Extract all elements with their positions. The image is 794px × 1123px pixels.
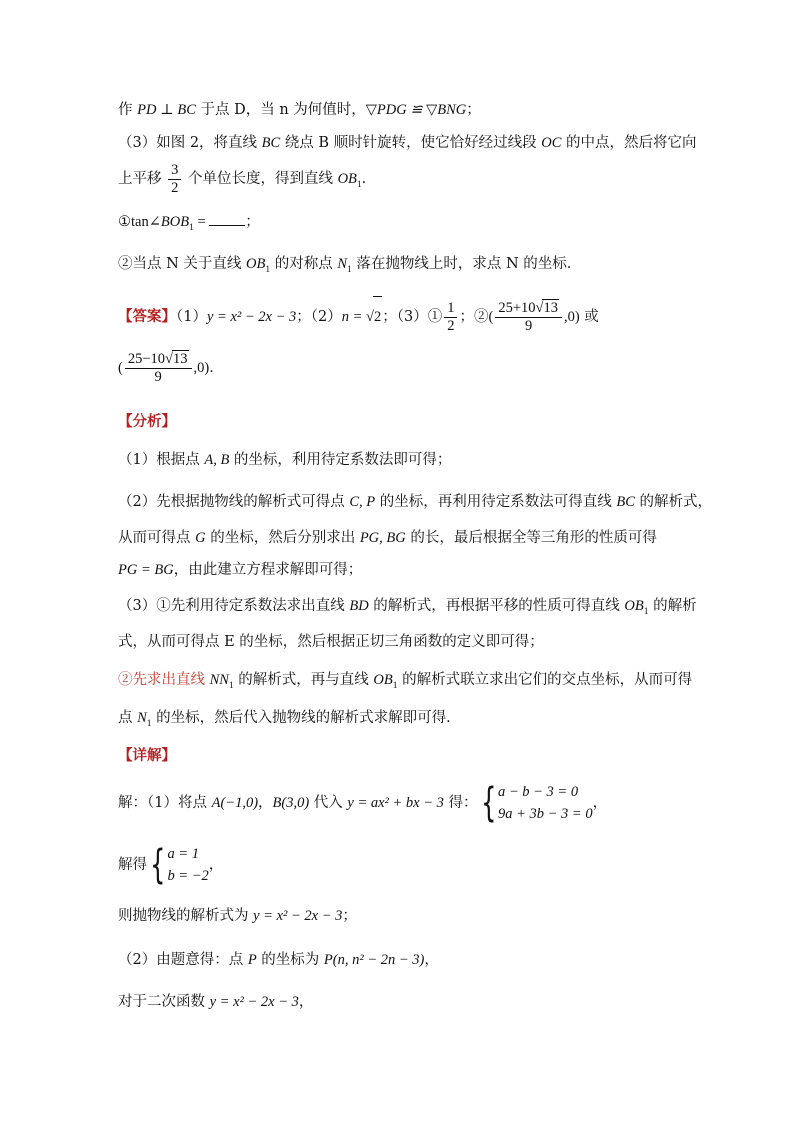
numerator: 3 — [168, 162, 181, 180]
text: 的解析式， — [634, 494, 712, 510]
text: 的中点，然后将它向 — [561, 135, 697, 151]
text: 解：（1）将点 — [118, 795, 212, 811]
solution-b: b = −2 — [167, 868, 209, 884]
numerator: 1 — [444, 300, 457, 318]
numerator: 25−10 — [127, 351, 166, 367]
text: 得： — [443, 795, 478, 811]
analysis-label: 【分析】 — [118, 413, 176, 430]
answer-blank — [209, 213, 245, 226]
subscript: 1 — [228, 680, 234, 691]
analysis-line-2 — [118, 492, 712, 512]
text: 从而可得点 — [118, 530, 196, 546]
text: 的解析 — [648, 598, 697, 614]
text: . — [361, 171, 367, 187]
answer-2: n = — [341, 309, 367, 325]
text: 对于二次函数 — [118, 994, 210, 1010]
answer-label: 【答案】 — [118, 308, 176, 325]
subscript: 1 — [356, 179, 362, 190]
text: 作 — [118, 102, 138, 118]
problem-line-5 — [118, 254, 581, 280]
detail-line-5 — [118, 992, 313, 1012]
text: ； — [466, 102, 481, 118]
text: （1） — [176, 309, 207, 325]
text: 则抛物线的解析式为 — [118, 908, 254, 924]
text: 的解析式，再根据平移的性质可得直线 — [368, 598, 625, 614]
text: ， — [592, 795, 608, 811]
math-bc: BC — [616, 494, 635, 510]
detail-line-3 — [118, 906, 357, 926]
subscript: 1 — [347, 264, 352, 275]
math-pg-eq-bg: PG = BG — [118, 562, 174, 578]
text: 于点 D，当 n 为何值时， — [195, 102, 366, 118]
text: 绕点 B 顺时针旋转，使它恰好经过线段 — [280, 135, 542, 151]
analysis-line-6 — [118, 632, 544, 652]
text: ， — [298, 994, 314, 1010]
text: ①tan∠ — [118, 214, 161, 230]
analysis-line-5 — [118, 596, 697, 622]
math-ob: OB — [337, 171, 357, 187]
math-bc: BC — [261, 135, 281, 151]
detail-line-1 — [118, 780, 607, 826]
text: （1）根据点 — [118, 452, 205, 468]
math-cp: C, P — [349, 494, 376, 510]
math-bc: BC — [177, 102, 196, 118]
text: 的坐标，然后分别求出 — [205, 530, 360, 546]
text: 式，从而可得点 E 的坐标，然后根据正切三角函数的定义即可得； — [118, 634, 544, 650]
text: （3）如图 2，将直线 — [118, 135, 262, 151]
answer-1: y = x² − 2x − 3 — [206, 309, 297, 325]
point-b: B(3,0) — [272, 795, 310, 811]
text: ，由此建立方程求解即可得； — [173, 562, 363, 578]
text: 的对称点 — [270, 256, 338, 272]
parabola-equation: y = x² − 2x − 3 — [209, 994, 299, 1010]
math-pg-bg: PG, BG — [359, 530, 406, 546]
text: 上平移 — [118, 171, 167, 187]
coordinate-fraction-1: $\frac{25+10√13}{9}$ — [495, 299, 562, 335]
analysis-line-1 — [118, 450, 451, 470]
math-pd: PD — [137, 102, 157, 118]
subscript: 1 — [189, 222, 194, 233]
text: ,0) — [563, 309, 580, 325]
parabola-equation: y = x² − 2x − 3 — [253, 908, 343, 924]
problem-line-1 — [118, 100, 481, 120]
system-eq-1: a − b − 3 = 0 — [497, 784, 579, 800]
solution-system — [167, 843, 208, 887]
fraction-1-2 — [444, 300, 457, 335]
denominator: 2 — [171, 179, 179, 196]
text: 的坐标为 — [256, 952, 324, 968]
text: （2）先根据抛物线的解析式可得点 — [118, 494, 350, 510]
math-n: N — [337, 256, 347, 272]
sqrt-13: 13 — [173, 351, 188, 367]
text: ；（3）① — [382, 309, 443, 325]
text: 的坐标，利用待定系数法即可得； — [229, 452, 452, 468]
text: 的坐标，然后代入抛物线的解析式求解即可得． — [151, 710, 461, 726]
analysis-line-3 — [118, 528, 657, 548]
equation-system — [498, 781, 593, 825]
detail-line-4 — [118, 950, 439, 970]
problem-line-3 — [118, 160, 366, 204]
text: 落在抛物线上时，求点 N 的坐标． — [351, 256, 582, 272]
perp-symbol: ⊥ — [156, 102, 178, 118]
analysis-line-7 — [118, 670, 692, 696]
text: ；（2） — [296, 309, 342, 325]
point-p-coords: P(n, n² − 2n − 3) — [323, 952, 425, 968]
text: 的解析式，再与直线 — [233, 672, 374, 688]
problem-part-3-line — [118, 133, 697, 153]
analysis-line-4 — [118, 560, 362, 580]
problem-line-4 — [118, 212, 260, 238]
denominator: 2 — [447, 317, 455, 334]
analysis-line-8 — [118, 708, 461, 734]
math-bob: BOB — [160, 214, 190, 230]
denominator: 9 — [154, 369, 162, 385]
text: 的解析式联立求出它们的交点坐标，从而可得 — [397, 672, 693, 688]
sqrt-2: 2 — [373, 296, 382, 337]
math-congruence: ▽PDG ≌ ▽BNG — [365, 102, 467, 118]
subscript: 1 — [392, 680, 398, 691]
text: ②先求出直线 — [118, 672, 210, 688]
text: ②当点 N 关于直线 — [118, 256, 247, 272]
point-a: A(−1,0) — [211, 795, 259, 811]
text: ， — [424, 952, 439, 968]
math-n: N — [137, 710, 147, 726]
parabola-equation: y = ax² + bx − 3 — [347, 795, 444, 811]
text: （3）①先利用待定系数法求出直线 — [118, 598, 350, 614]
system-eq-2: 9a + 3b − 3 = 0 — [497, 806, 593, 822]
text: 解得 — [118, 857, 147, 873]
brace: { — [150, 842, 166, 888]
text: 代入 — [309, 795, 348, 811]
fraction-3-2 — [168, 162, 181, 197]
text: （2）由题意得：点 — [118, 952, 248, 968]
text: ． — [209, 360, 224, 376]
coordinate-fraction-2: $\frac{25-10√13}{9}$ — [125, 350, 192, 386]
denominator: 9 — [525, 318, 533, 334]
text: ,0) — [193, 360, 210, 376]
subscript: 1 — [265, 264, 271, 275]
text: ；② — [459, 309, 489, 325]
text: 或 — [579, 309, 599, 325]
solution-a: a = 1 — [167, 846, 199, 862]
math-p: P — [247, 952, 257, 968]
text: 的坐标，再利用待定系数法可得直线 — [375, 494, 617, 510]
sqrt-13: 13 — [543, 300, 558, 316]
detail-line-2 — [118, 842, 223, 888]
text: = — [193, 214, 210, 230]
answer-line: 【答案】（1）y = x² − 2x − 3；（2）n = √2；（3）① $\frac{1}{2}$ ；②( $\frac{25+10√13}{9}$ ,0) 或 — [118, 296, 599, 337]
text: 的长，最后根据全等三角形的性质可得 — [405, 530, 657, 546]
math-ob: OB — [624, 598, 644, 614]
text: 点 — [118, 710, 138, 726]
math-ab: A, B — [204, 452, 230, 468]
text: ； — [342, 908, 357, 924]
math-g: G — [195, 530, 206, 546]
text: ， — [258, 795, 273, 811]
subscript: 1 — [146, 718, 152, 729]
text: ， — [208, 857, 224, 873]
math-oc: OC — [541, 135, 562, 151]
math-bd: BD — [349, 598, 369, 614]
answer-line-2: ( $\frac{25-10√13}{9}$ ,0)． — [118, 351, 224, 385]
text: ； — [245, 214, 260, 230]
numerator: 25+10 — [498, 300, 536, 316]
detail-label: 【详解】 — [118, 747, 176, 764]
brace: { — [480, 780, 496, 826]
subscript: 1 — [643, 606, 649, 617]
math-nn: NN — [209, 672, 229, 688]
math-ob: OB — [246, 256, 266, 272]
math-ob: OB — [373, 672, 393, 688]
text: 个单位长度，得到直线 — [183, 171, 338, 187]
